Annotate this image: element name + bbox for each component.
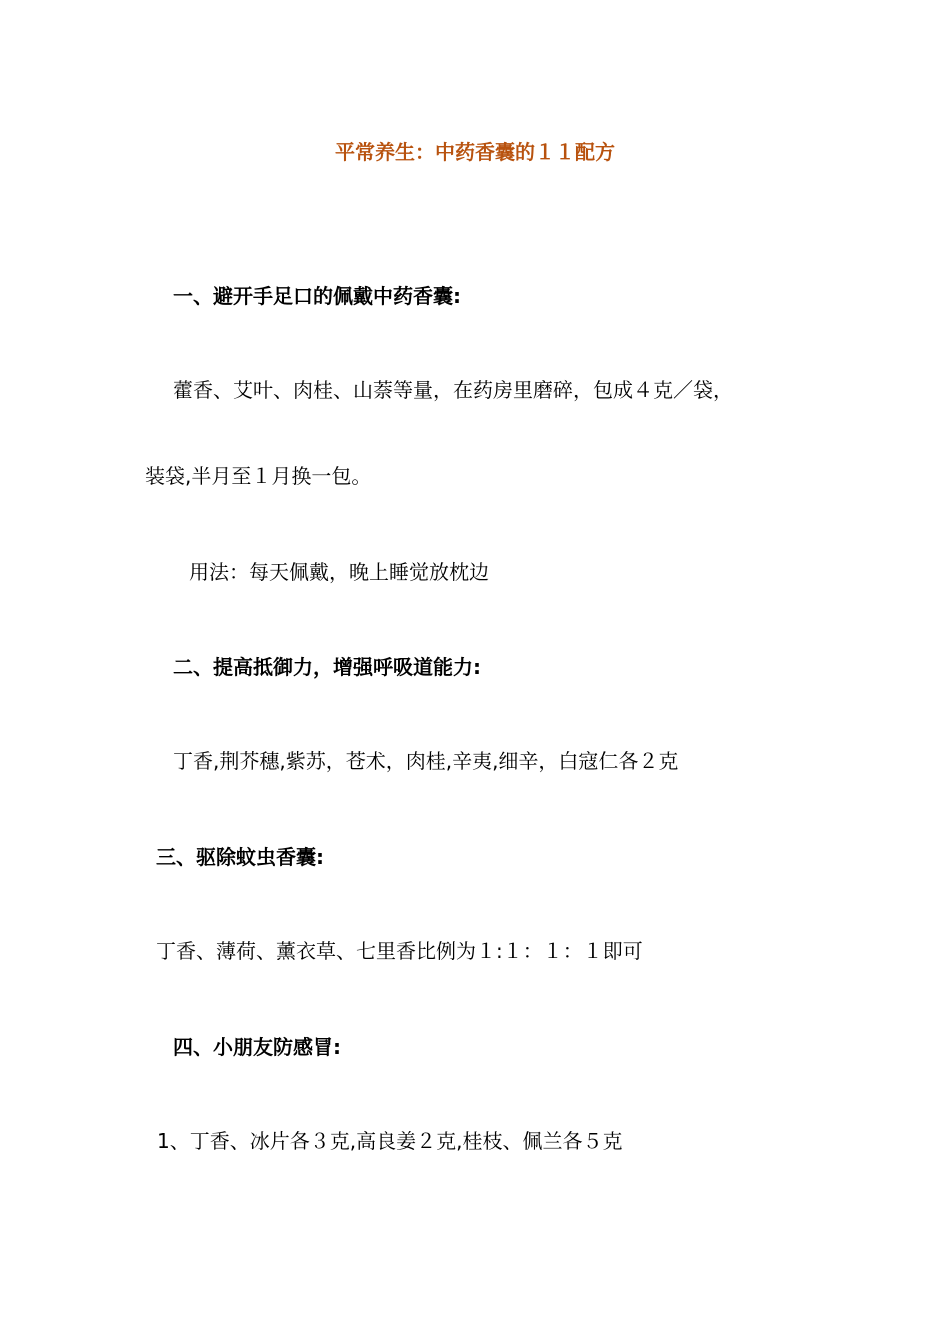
section-1-usage: 用法：每天佩戴，晚上睡觉放枕边 — [189, 560, 489, 584]
section-1-line-2: 装袋,半月至１月换一包。 — [145, 464, 372, 488]
section-2-line-1: 丁香,荆芥穗,紫苏，苍术，肉桂,辛夷,细辛，白寇仁各２克 — [173, 749, 679, 773]
section-4-line-1: 1、丁香、冰片各３克,高良姜２克,桂枝、佩兰各５克 — [157, 1129, 623, 1153]
section-4-heading: 四、小朋友防感冒: — [173, 1035, 341, 1059]
section-2-heading: 二、提高抵御力，增强呼吸道能力: — [173, 655, 481, 679]
section-3-heading: 三、驱除蚊虫香囊: — [156, 845, 324, 869]
section-3-line-1: 丁香、薄荷、薰衣草、七里香比例为１:１：１：１即可 — [156, 939, 643, 963]
document-title: 平常养生：中药香囊的１１配方 — [335, 140, 615, 164]
section-1-heading: 一、避开手足口的佩戴中药香囊: — [173, 284, 461, 308]
section-1-line-1: 藿香、艾叶、肉桂、山萘等量，在药房里磨碎，包成４克／袋， — [173, 378, 733, 402]
